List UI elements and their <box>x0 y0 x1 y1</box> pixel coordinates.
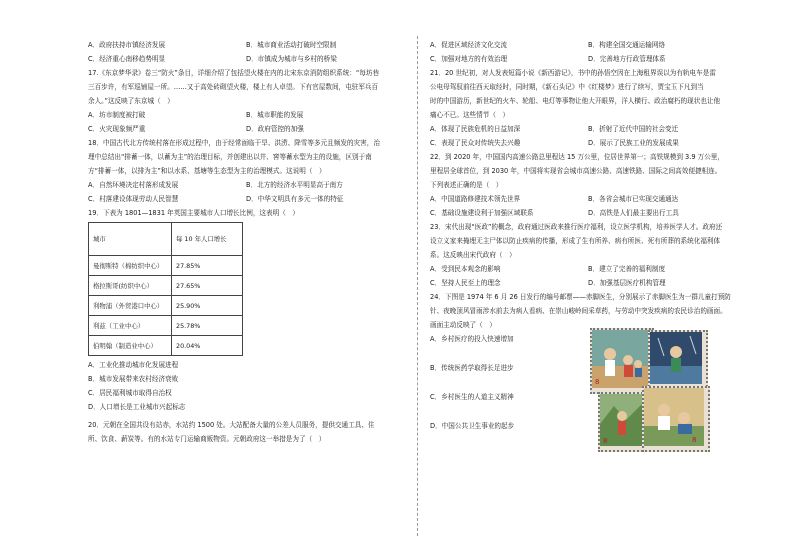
q17-option-c[interactable]: C．火灾现象频严重 <box>88 125 146 133</box>
q22-line: 里程居全球首位，到 2030 年，中国将实现省会城市高速公路、高速铁路、国际之间高效便捷相连。 <box>430 167 722 175</box>
q19-option-d[interactable]: D．人口增长是工业城市兴起标志 <box>88 403 186 411</box>
q21-line: 公电母驾驭前往西天取经时，同时期，《新石头记》中《红楼梦》进行了续写，贾宝玉下凡到当 <box>430 83 704 91</box>
stamp-vaccination <box>590 328 654 394</box>
q22-option-d[interactable]: D．高铁是人们最主要出行工具 <box>588 209 679 217</box>
q20-option-b[interactable]: B．构建全国交通运输网络 <box>588 41 666 49</box>
population-table <box>88 222 243 356</box>
table-row <box>89 336 243 356</box>
q23-line: 系。这反映出宋代政府（ ） <box>430 251 516 259</box>
q21-line: 时的中国游历，新世纪的火车、轮船、电灯等事物让他大开眼界，洋人横行、政治腐朽的现状也让他 <box>430 97 721 105</box>
table-cell-rate: 20.04% <box>172 336 243 356</box>
q17-line: 余人。”这反映了东京城（ ） <box>88 97 174 105</box>
table-cell-rate: 27.85% <box>172 256 243 276</box>
table-cell-city: 格拉斯哥(纺织中心） <box>89 276 172 296</box>
q16-option-c[interactable]: C．经济重心南移趋势明显 <box>88 55 166 63</box>
q21-option-c[interactable]: C．表现了民众对传统失去兴趣 <box>430 139 521 147</box>
table-row <box>89 276 243 296</box>
table-header-row <box>89 223 243 256</box>
q21-line: 21．20 世纪初，对人发表短篇小说《新西游记》，书中的孙悟空因在上海租界误以为有轨电车是雷 <box>430 69 716 77</box>
q24-option-d[interactable]: D．中国公共卫生事业的起步 <box>430 422 515 430</box>
table-cell-city: 利兹（工业中心） <box>89 316 172 336</box>
q20-option-d[interactable]: D．完善地方行政管理体系 <box>588 55 666 63</box>
column-divider <box>417 36 418 536</box>
table-cell-city: 曼彻斯特（棉纺织中心） <box>89 256 172 276</box>
table-header-city: 城市 <box>89 223 172 256</box>
table-cell-city: 利物浦（外贸港口中心） <box>89 296 172 316</box>
q18-line: 方“排蓄一体，以排为主”和以水系、基塘等生态型为主的治理模式。这说明（ ） <box>88 167 326 175</box>
q18-line: 理中总结出“排蓄一体，以蓄为主”的治理目标，并创建出以井、窖等蓄水型为主的设施，区别于南 <box>88 153 372 161</box>
q19-options <box>88 358 404 414</box>
q20-option-a[interactable]: A．促进区域经济文化交流 <box>430 41 508 49</box>
q22-line: 22．到 2020 年，中国国内高速公路总里程达 15 万公里，位居世界第一；高铁规模到 3.9 万公里， <box>430 153 724 161</box>
q24-body <box>430 332 746 448</box>
q23-option-b[interactable]: B．建立了完善的福利制度 <box>588 265 666 273</box>
question-18 <box>88 136 404 178</box>
question-23 <box>430 220 746 262</box>
q17-option-a[interactable]: A．坊市制度被打破 <box>88 111 146 119</box>
q19-option-b[interactable]: B．城市发展带来农村经济衰败 <box>88 375 179 383</box>
q17-option-b[interactable]: B．城市职能的发展 <box>246 111 304 119</box>
q16-options <box>88 38 404 66</box>
q21-line: 痛心不已。这些情节（ ） <box>430 111 510 119</box>
table-cell-rate: 25.90% <box>172 296 243 316</box>
question-20 <box>88 418 404 446</box>
q17-line: 三百步许，有军巡铺屋一所。……又于高处砖砌望火楼，楼上有人卓望。下有官屋数间，屯驻军兵百 <box>88 83 379 91</box>
q17-line: 17.《东京梦华录》卷三“防火”条目，详细介绍了包括望火楼在内的北宋东京消防组织系统：“每坊巷 <box>88 69 380 77</box>
question-21 <box>430 66 746 122</box>
table-cell-city: 伯明翰（制造业中心） <box>89 336 172 356</box>
q23-options <box>430 262 746 290</box>
q16-option-b[interactable]: B．城市商业活动打破时空限制 <box>246 41 337 49</box>
q21-option-d[interactable]: D．展示了民族工业的发展成果 <box>588 139 679 147</box>
q24-option-b[interactable]: B．传统医药学取得长足进步 <box>430 364 514 372</box>
q24-option-c[interactable]: C．乡村医生的人道主义精神 <box>430 393 514 401</box>
q20-options <box>430 38 746 66</box>
table-row <box>89 256 243 276</box>
q18-option-a[interactable]: A．自然环境决定村落形成发展 <box>88 181 179 189</box>
table-cell-rate: 25.78% <box>172 316 243 336</box>
q22-option-c[interactable]: C．基础设施建设利于加强区域联系 <box>430 209 534 217</box>
q24-line: 针、夜晚顶风冒雨涉水前去为病人看病、在崇山峻岭间采草药，与劳动中突发疾病的农民诊治的画面。 <box>430 307 727 315</box>
q24-option-a[interactable]: A．乡村医疗的投入快速增加 <box>430 335 514 343</box>
q18-options <box>88 178 404 206</box>
q17-options <box>88 108 404 136</box>
q23-line: 设立义家来掩埋无主尸体以防止疾病的传播，形成了生有所养、病有所医、死有所葬的系统化福利体 <box>430 237 721 245</box>
q24-line: 画面主动反映了（ ） <box>430 321 496 329</box>
stamp-value: 8 <box>692 436 697 444</box>
q19-option-c[interactable]: C．居民福利城市取得自治权 <box>88 389 172 397</box>
stamp-value: 8 <box>603 437 608 445</box>
q21-option-a[interactable]: A．体现了民族危机的日益加深 <box>430 125 521 133</box>
stamp-field-treatment <box>642 386 710 452</box>
q22-option-b[interactable]: B．各省会城市已实现交通通达 <box>588 195 679 203</box>
barefoot-doctor-stamps <box>590 328 710 448</box>
q21-option-b[interactable]: B．折射了近代中国的社会变迁 <box>588 125 679 133</box>
q16-option-d[interactable]: D．市镇成为城市与乡村的桥梁 <box>246 55 337 63</box>
left-column <box>88 38 404 446</box>
question-22 <box>430 150 746 192</box>
q23-option-a[interactable]: A．受到民本观念的影响 <box>430 265 501 273</box>
q18-option-c[interactable]: C．村落建设体现劳动人民智慧 <box>88 195 179 203</box>
table-cell-rate: 27.65% <box>172 276 243 296</box>
table-row <box>89 296 243 316</box>
q22-line: 下列表述正确的是（ ） <box>430 181 503 189</box>
q22-options <box>430 192 746 220</box>
q23-option-c[interactable]: C．坚持人民至上的理念 <box>430 279 501 287</box>
q20-line: 20．元朝在全国共设有站赤，水站约 1500 处。大站配备大量的公差人员服务，提供交通工具、住 <box>88 421 375 429</box>
q18-option-b[interactable]: B．北方的经济水平明显高于南方 <box>246 181 343 189</box>
q21-options <box>430 122 746 150</box>
question-24 <box>430 290 746 332</box>
question-19 <box>88 206 404 220</box>
right-column <box>430 38 746 448</box>
question-17 <box>88 66 404 108</box>
q22-option-a[interactable]: A．中国道路修建技术领先世界 <box>430 195 521 203</box>
q20-option-c[interactable]: C．加强对地方的有效治理 <box>430 55 508 63</box>
q16-option-a[interactable]: A．政府扶持市镇经济发展 <box>88 41 166 49</box>
q19-option-a[interactable]: A．工业化推动城市化发展进程 <box>88 361 179 369</box>
q24-options <box>430 332 590 448</box>
q23-line: 23．宋代出现“医政”的概念，政府通过医政来推行医疗福利，设立医学机构，培养医学人才。政府还 <box>430 223 723 231</box>
table-row <box>89 316 243 336</box>
q17-option-d[interactable]: D．政府管控的加强 <box>246 125 304 133</box>
q19-stem: 19．下表为 1801—1831 年英国主要城市人口增长比例，这表明（ ） <box>88 209 299 217</box>
q18-option-d[interactable]: D．中华文明具有多元一体的特征 <box>246 195 344 203</box>
q24-line: 24．下图是 1974 年 6 月 26 日发行的编号邮票——赤脚医生，分别展示了赤脚医生为一群儿童打预防 <box>430 293 731 301</box>
stamp-value: 8 <box>595 378 600 386</box>
table-header-rate: 每 10 年人口增长 <box>172 223 243 256</box>
q23-option-d[interactable]: D．加强基层医疗机构管理 <box>588 279 666 287</box>
q20-line: 所、饮食、薪炭等。有的水站专门运输商贩物资。元朝政府这一举措是为了（ ） <box>88 435 326 443</box>
stamp-night-visit <box>648 330 708 390</box>
q18-line: 18．中国古代北方传统村落在形成过程中，由于经常面临干旱、洪涝、降雪等多元且频发的灾害，治 <box>88 139 380 147</box>
